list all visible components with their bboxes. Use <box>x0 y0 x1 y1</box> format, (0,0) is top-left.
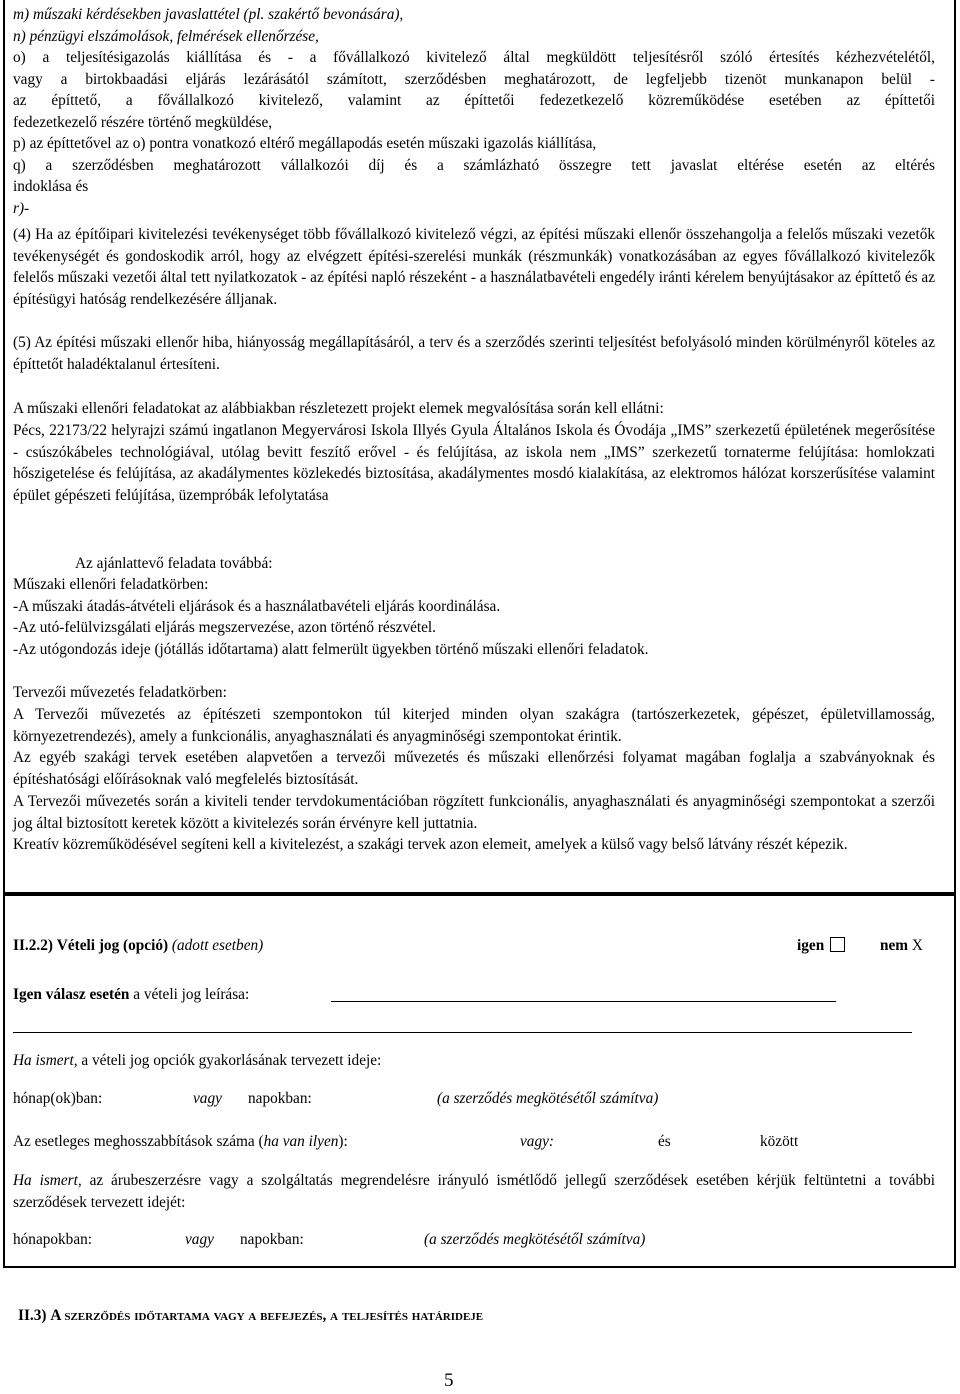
renewals-label <box>13 1131 348 1152</box>
answer-rest: a vételi jog leírása: <box>129 986 250 1003</box>
no-option[interactable] <box>880 935 923 956</box>
months-label: hónap(ok)ban: <box>13 1090 103 1107</box>
renewals-or: vagy: <box>520 1133 554 1150</box>
design-supervision-title: Tervezői művezetés feladatkörben: <box>13 684 227 701</box>
inspector-task-1: -A műszaki átadás-átvételi eljárások és a használatbavételi eljárás koordinálása. <box>13 598 501 615</box>
option-heading-number: II.2.2) <box>13 937 53 954</box>
option-heading <box>13 935 263 956</box>
yes-option[interactable] <box>797 935 845 956</box>
planned-time-rest: a vételi jog opciók gyakorlásának tervezett ideje: <box>77 1052 382 1069</box>
list-item-o-line4: fedezetkezelő részére történő megküldése, <box>13 113 273 131</box>
page-number: 5 <box>444 1370 454 1391</box>
design-supervision-p4: Kreatív közreműködésével segíteni kell a kivitelezést, a szakági tervek azon elemeit, amelyek a külső vagy belső látvány részét képezik. <box>13 836 848 853</box>
days2-label: napokban: <box>240 1231 304 1248</box>
answer-description-label <box>13 984 249 1005</box>
section-3-number: II.3) <box>18 1307 47 1324</box>
months2-label: hónapokban: <box>13 1231 93 1248</box>
from-contract-note: (a szerződés megkötésétől számítva) <box>437 1090 659 1107</box>
renewals-text: Az esetleges meghosszabbítások száma ( <box>13 1133 264 1150</box>
recurring-italic: Ha ismert, <box>13 1172 82 1189</box>
answer-bold: Igen válasz esetén <box>13 986 130 1003</box>
technical-inspector-title: Műszaki ellenőri feladatkörben: <box>13 576 209 593</box>
design-supervision-p2: Az egyéb szakági tervek esetében alapvetően a tervezői művezetés és műszaki ellenőrzési folyamat magában foglalja a szabványoknak és építéshatósági előírásoknak való megfelelés biztosítását. <box>13 749 935 788</box>
tasks-intro: A műszaki ellenőri feladatokat az alábbiakban részletezett projekt elemek megvalósítása során kell ellátni: <box>13 400 664 417</box>
description-field-line-1[interactable] <box>331 1001 836 1002</box>
no-checkbox-mark[interactable]: X <box>911 937 923 954</box>
design-supervision-p3: A Tervezői művezetés során a kiviteli tender tervdokumentációban rögzített funkcionális, anyaghasználati és anyagminőségi szempontokat a szerzői jog által biztosított keretek között a kivitelezés során érvényre kell juttatnia. <box>13 793 935 832</box>
renewals-between: között <box>760 1133 799 1150</box>
list-item-m: m) műszaki kérdésekben javaslattétel (pl. szakértő bevonására), <box>13 6 404 23</box>
list-item-q-line2: indoklása és <box>13 178 89 195</box>
further-tasks-title: Az ajánlattevő feladata továbbá: <box>75 555 273 572</box>
list-item-o-line1: o) a teljesítésigazolás kiállítása és - a fővállalkozó kivitelező által megküldött teljesítésről szóló értesítés kézhezvételétől, <box>13 49 935 66</box>
section-3-title: A szerződés időtartama vagy a befejezés, a teljesítés határideje <box>50 1307 484 1324</box>
option-heading-note: (adott esetben) <box>171 937 264 954</box>
inspector-task-2: -Az utó-felülvizsgálati eljárás megszervezése, azon történő részvétel. <box>13 619 437 636</box>
list-item-q-line1: q) a szerződésben meghatározott vállalkozói díj és a számlázható összegre tett javaslat eltérése esetén az eltérés <box>13 156 935 174</box>
no-label: nem <box>880 937 909 954</box>
option-heading-title: Vételi jog (opció) <box>56 937 169 954</box>
description-field-line-2[interactable] <box>13 1032 912 1033</box>
list-item-o-line3: az építtető, a fővállalkozó kivitelező, valamint az építtetői fedezetkezelő közreműködése esetében az építtetői <box>13 92 935 109</box>
recurring-contracts-label <box>13 1170 935 1213</box>
recurring-rest: az árubeszerzésre vagy a szolgáltatás megrendelésre irányuló ismétlődő jellegű szerződések esetében kérjük feltüntetni a további szerződések tervezett idejét: <box>13 1172 935 1211</box>
renewals-end: ): <box>338 1133 348 1150</box>
project-description: Pécs, 22173/22 helyrajzi számú ingatlanon Megyervárosi Iskola Illyés Gyula Általános Iskola és Óvodája „IMS” szerkezetű épületének megerősítése - csúszókábeles technológiával, utólag bevitt feszítő erővel - és felújítása, az iskola nem „IMS” szerkezetű tornaterme felújítása: homlokzati hőszigetelése és felújítása, az akadálymentes közlekedés biztosítása, akadálymentes mosdó kialakítása, az elektromos hálózat korszerűsítése valamint épület gépészeti felújítása, üzempróbák lefolytatása <box>13 422 935 504</box>
paragraph-5: (5) Az építési műszaki ellenőr hiba, hiányosság megállapításáról, a terv és a szerződés szerinti teljesítést befolyásoló minden körülményről köteles az építtetőt haladéktalanul értesíteni. <box>13 334 935 373</box>
yes-label: igen <box>797 937 825 954</box>
or-label: vagy <box>193 1090 222 1107</box>
paragraph-4: (4) Ha az építőipari kivitelezési tevékenységet több fővállalkozó kivitelező végzi, az építési műszaki ellenőr összehangolja a felelős műszaki vezetők tevékenységét és gondoskodik arról, hogy az elvégzett építési-szerelési munkák (részmunkák) vonatkozásában az egyes fővállalkozó kivitelezők felelős műszaki vezetői által tett nyilatkozatok - az építési napló részeként - a használatbavételi engedély iránti kérelem benyújtásakor az építtető és az építésügyi hatóság rendelkezésére álljanak. <box>13 226 935 308</box>
or2-label: vagy <box>185 1231 214 1248</box>
planned-time-italic: Ha ismert, <box>13 1052 78 1069</box>
design-supervision-p1: A Tervezői művezetés az építészeti szempontokon túl kiterjed minden olyan szakágra (tartószerkezetek, gépészet, épületvillamosság, környezetrendezés), amely a funkcionális, anyaghasználati és anyagminőségi szempontokat érintik. <box>13 706 935 745</box>
inspector-task-3: -Az utógondozás ideje (jótállás időtartama) alatt felmerült ügyekben történő műszaki ellenőri feladatok. <box>13 641 649 658</box>
list-item-n: n) pénzügyi elszámolások, felmérések ellenőrzése, <box>13 27 319 45</box>
list-item-p: p) az építtetővel az o) pontra vonatkozó eltérő megállapodás esetén műszaki igazolás kiállítása, <box>13 135 597 152</box>
renewals-and: és <box>658 1133 671 1150</box>
yes-checkbox[interactable] <box>830 937 845 952</box>
renewals-italic: ha van ilyen <box>263 1133 339 1150</box>
from-contract-note-2: (a szerződés megkötésétől számítva) <box>424 1231 646 1248</box>
section-3-heading <box>18 1305 483 1326</box>
list-item-o-line2: vagy a birtokbaadási eljárás lezárásától számított, szerződésben meghatározott, de legfeljebb tizenöt munkanapon belül - <box>13 70 935 88</box>
planned-time-label <box>13 1050 381 1071</box>
days-label: napokban: <box>248 1090 312 1107</box>
list-item-r: r)- <box>13 199 30 217</box>
